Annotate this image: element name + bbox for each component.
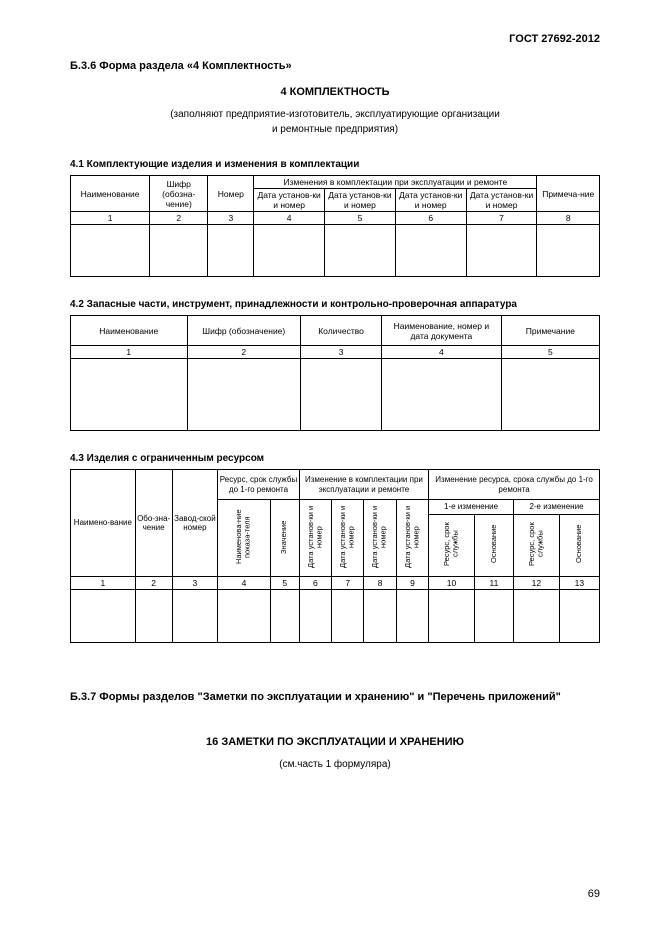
col-header-date-4: Дата установ-ки и номер	[466, 189, 537, 212]
col-index: 8	[537, 212, 600, 225]
empty-cell	[208, 225, 254, 277]
col-header-factory-number: Завод-ской номер	[172, 470, 218, 577]
col-index: 1	[71, 212, 150, 225]
table-4-2	[70, 315, 600, 431]
col-index: 2	[135, 577, 172, 590]
section-b37-heading: Б.3.7 Формы разделов "Заметки по эксплуатации и хранению" и "Перечень приложений"	[70, 691, 561, 704]
empty-cell	[382, 359, 502, 431]
vertical-label: Дата установ-ки и номер	[305, 505, 324, 568]
table-4-1-number-row	[71, 212, 600, 225]
vertical-label: Ресурс, срок службы	[526, 522, 545, 567]
empty-cell	[172, 590, 218, 643]
vertical-label: Наименова-ние показа-теля	[234, 509, 252, 565]
table-4-2-number-row	[71, 346, 600, 359]
col-header-date-1	[299, 500, 331, 577]
col-header-note: Примеча-ние	[537, 176, 600, 212]
col-header-name: Наимено-вание	[71, 470, 136, 577]
col-header-value	[270, 500, 299, 577]
vertical-label: Дата установ-ки и номер	[370, 505, 389, 568]
col-index: 4	[254, 212, 325, 225]
form-title: 4 КОМПЛЕКТНОСТЬ	[280, 86, 390, 98]
col-index: 4	[218, 577, 270, 590]
col-index: 5	[325, 212, 396, 225]
section-b36-heading: Б.3.6 Форма раздела «4 Комплектность»	[70, 60, 292, 72]
col-index: 7	[466, 212, 537, 225]
col-header-code: Шифр (обозна-чение)	[150, 176, 208, 212]
vertical-label: Основание	[574, 525, 584, 564]
col-header-note: Примечание	[501, 316, 599, 346]
empty-cell	[299, 590, 331, 643]
col-header-designation: Обо-зна-чение	[135, 470, 172, 577]
col-header-date-4	[396, 500, 428, 577]
col-header-name: Наименование	[71, 316, 188, 346]
col-header-doc: Наименование, номер и дата документа	[382, 316, 502, 346]
empty-cell	[71, 590, 136, 643]
col-index: 6	[299, 577, 331, 590]
empty-cell	[396, 590, 428, 643]
empty-cell	[559, 590, 599, 643]
empty-cell	[332, 590, 364, 643]
col-header-date-2: Дата установ-ки и номер	[325, 189, 396, 212]
empty-cell	[71, 359, 188, 431]
section-16-title: 16 ЗАМЕТКИ ПО ЭКСПЛУАТАЦИИ И ХРАНЕНИЮ	[206, 736, 464, 749]
col-index: 6	[395, 212, 466, 225]
table-4-3-empty-row	[71, 590, 600, 643]
col-index: 4	[382, 346, 502, 359]
empty-cell	[71, 225, 150, 277]
empty-cell	[218, 590, 270, 643]
col-header-indicator	[218, 500, 270, 577]
vertical-label: Дата установ-ки и номер	[402, 505, 421, 568]
empty-cell	[395, 225, 466, 277]
col-index: 3	[208, 212, 254, 225]
empty-cell	[187, 359, 301, 431]
col-index: 2	[150, 212, 208, 225]
col-index: 1	[71, 577, 136, 590]
col-group-change-1: 1-е изменение	[429, 500, 514, 515]
empty-cell	[325, 225, 396, 277]
empty-cell	[513, 590, 559, 643]
table-4-2-header-row	[71, 316, 600, 346]
section-16-subtitle: (см.часть 1 формуляра)	[279, 759, 391, 771]
table-4-3-caption: 4.3 Изделия с ограниченным ресурсом	[70, 453, 265, 465]
vertical-label: Ресурс, срок службы	[441, 522, 460, 567]
col-index: 9	[396, 577, 428, 590]
col-index: 5	[501, 346, 599, 359]
col-index: 12	[513, 577, 559, 590]
table-4-3	[70, 469, 600, 643]
col-header-resource-life-2	[513, 515, 559, 577]
form-subtitle	[70, 107, 600, 137]
col-header-date-3: Дата установ-ки и номер	[395, 189, 466, 212]
table-4-1	[70, 175, 600, 277]
vertical-label: Значение	[279, 520, 289, 554]
empty-cell	[254, 225, 325, 277]
col-header-code: Шифр (обозначение)	[187, 316, 301, 346]
table-4-3-number-row	[71, 577, 600, 590]
col-index: 3	[172, 577, 218, 590]
col-header-qty: Количество	[301, 316, 382, 346]
col-header-basis-1	[474, 515, 513, 577]
empty-cell	[474, 590, 513, 643]
page-number: 69	[587, 888, 600, 900]
empty-cell	[135, 590, 172, 643]
col-group-resource-change: Изменение ресурса, срока службы до 1-го ремонта	[429, 470, 600, 500]
col-index: 11	[474, 577, 513, 590]
col-group-change-2: 2-е изменение	[513, 500, 599, 515]
col-group-resource: Ресурс, срок службы до 1-го ремонта	[218, 470, 299, 500]
col-index: 8	[364, 577, 396, 590]
empty-cell	[429, 590, 475, 643]
col-header-name: Наименование	[71, 176, 150, 212]
form-subtitle-line1: (заполняют предприятие-изготовитель, эксплуатирующие организации	[170, 109, 500, 120]
col-index: 3	[301, 346, 382, 359]
col-header-resource-life-1	[429, 515, 475, 577]
empty-cell	[537, 225, 600, 277]
col-index: 1	[71, 346, 188, 359]
col-index: 13	[559, 577, 599, 590]
table-4-3-header-row-1	[71, 470, 600, 500]
table-4-2-caption: 4.2 Запасные части, инструмент, принадлежности и контрольно-проверочная аппаратура	[70, 299, 517, 311]
col-group-changes: Изменения в комплектации при эксплуатации и ремонте	[254, 176, 537, 189]
col-header-number: Номер	[208, 176, 254, 212]
col-index: 5	[270, 577, 299, 590]
empty-cell	[364, 590, 396, 643]
form-subtitle-line2: и ремонтные предприятия)	[271, 124, 399, 135]
col-index: 2	[187, 346, 301, 359]
col-group-changes: Изменение в комплектации при эксплуатации и ремонте	[299, 470, 428, 500]
col-index: 10	[429, 577, 475, 590]
col-header-basis-2	[559, 515, 599, 577]
empty-cell	[150, 225, 208, 277]
col-index: 7	[332, 577, 364, 590]
empty-cell	[501, 359, 599, 431]
col-header-date-2	[332, 500, 364, 577]
empty-cell	[301, 359, 382, 431]
vertical-label: Дата установ-ки и номер	[338, 505, 356, 568]
empty-cell	[466, 225, 537, 277]
table-4-2-empty-row	[71, 359, 600, 431]
col-header-date-3	[364, 500, 396, 577]
col-header-date-1: Дата установ-ки и номер	[254, 189, 325, 212]
doc-number: ГОСТ 27692-2012	[509, 33, 600, 45]
table-4-1-caption: 4.1 Комплектующие изделия и изменения в комплектации	[70, 159, 360, 170]
vertical-label: Основание	[488, 525, 498, 564]
empty-cell	[270, 590, 299, 643]
table-4-1-empty-row	[71, 225, 600, 277]
table-4-1-header-row-1	[71, 176, 600, 189]
